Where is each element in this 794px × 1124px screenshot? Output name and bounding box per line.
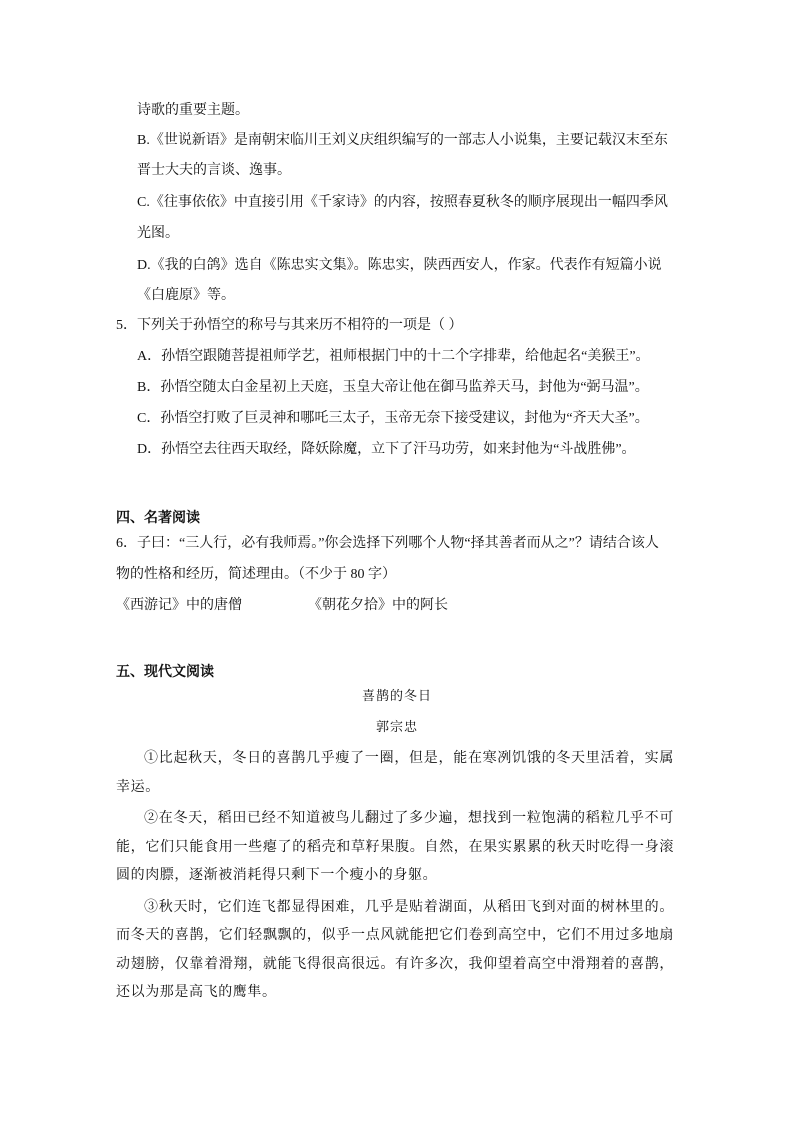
q6-choice-a-chang: 《朝花夕拾》中的阿长 xyxy=(308,598,448,613)
q4-option-c-line2: 光图。 xyxy=(137,226,179,241)
q4-option-b-line2: 晋士大夫的言谈、逸事。 xyxy=(137,163,291,178)
section-heading-classics: 四、名著阅读 xyxy=(116,511,200,526)
q4-option-d-line2: 《白鹿原》等。 xyxy=(137,288,235,303)
q5-option-a: A．孙悟空跟随菩提祖师学艺，祖师根据门中的十二个字排辈，给他起名“美猴王”。 xyxy=(137,349,650,364)
q6-stem-line2: 物的性格和经历，简述理由。（不少于 80 字） xyxy=(116,567,396,582)
q4-option-a-tail: 诗歌的重要主题。 xyxy=(137,103,249,118)
q6-stem-line1: 6．子曰：“三人行，必有我师焉。”你会选择下列哪个人物“择其善者而从之”？请结合该人 xyxy=(116,536,659,551)
article-author: 郭宗忠 xyxy=(375,719,418,734)
q5-stem: 5．下列关于孙悟空的称号与其来历不相符的一项是（ ） xyxy=(116,318,463,333)
q4-option-c-line1: C.《往事依依》中直接引用《千家诗》的内容，按照春夏秋冬的顺序展现出一幅四季风 xyxy=(137,195,668,210)
article-paragraph-2: ②在冬天，稻田已经不知道被鸟儿翻过了多少遍，想找到一粒饱满的稻粒几乎不可能，它们只能食用一些瘪了的稻壳和草籽果腹。自然，在果实累累的秋天时吃得一身滚圆的肉膘，逐渐被消耗得只剩下一个瘦小的身躯。 xyxy=(116,811,674,883)
section-heading-modern-reading: 五、现代文阅读 xyxy=(116,665,214,680)
q5-option-d: D．孙悟空去往西天取经，降妖除魔，立下了汗马功劳，如来封他为“斗战胜佛”。 xyxy=(137,442,636,457)
q5-option-b: B．孙悟空随太白金星初上天庭，玉皇大帝让他在御马监养天马，封他为“弼马温”。 xyxy=(137,380,649,395)
q6-choice-tang-seng: 《西游记》中的唐僧 xyxy=(116,598,242,613)
q4-option-b-line1: B.《世说新语》是南朝宋临川王刘义庆组织编写的一部志人小说集，主要记载汉末至东 xyxy=(137,133,668,148)
q4-option-d-line1: D.《我的白鸽》选自《陈忠实文集》。陈忠实，陕西西安人，作家。代表作有短篇小说 xyxy=(137,258,662,273)
article-title: 喜鹊的冬日 xyxy=(361,688,432,703)
article-paragraph-1: ①比起秋天，冬日的喜鹊几乎瘦了一圈，但是，能在寒冽饥饿的冬天里活着，实属幸运。 xyxy=(116,751,674,795)
article-paragraph-3: ③秋天时，它们连飞都显得困难，几乎是贴着湖面，从稻田飞到对面的树林里的。而冬天的喜鹊，它们轻飘飘的，似乎一点风就能把它们卷到高空中，它们不用过多地扇动翅膀，仅靠着滑翔，就能飞得很高很远。有许多次，我仰望着高空中滑翔着的喜鹊，还以为那是高飞的鹰隼。 xyxy=(116,899,674,1000)
article-body xyxy=(116,745,674,1011)
q5-option-c: C．孙悟空打败了巨灵神和哪吒三太子，玉帝无奈下接受建议，封他为“齐天大圣”。 xyxy=(137,411,649,426)
